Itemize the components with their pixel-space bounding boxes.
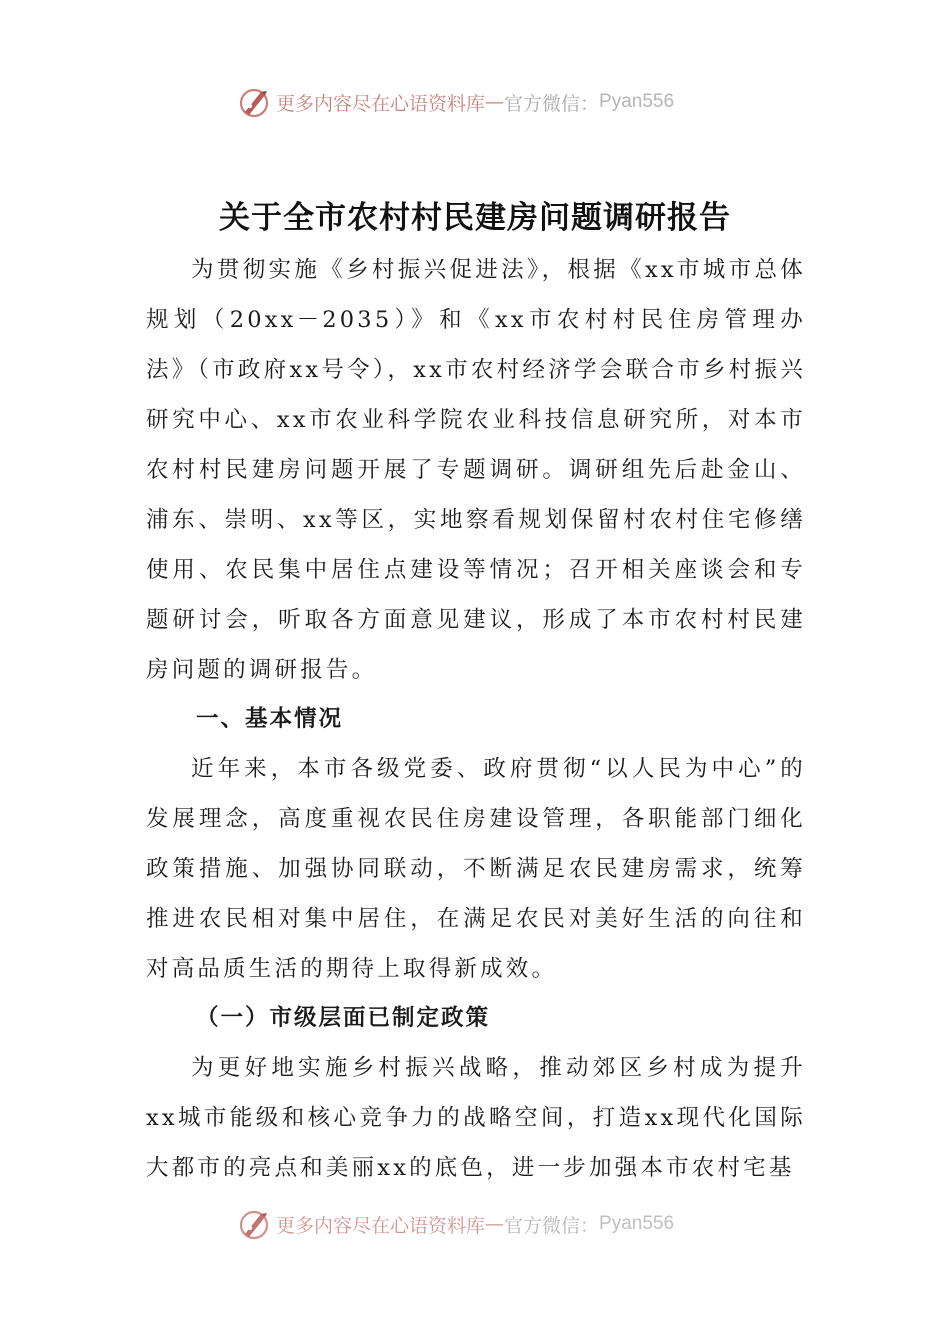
intro-paragraph: 为贯彻实施《乡村振兴促进法》，根据《xx市城市总体规划（20xx－2035）》和《xx市农村村民住房管理办法》（市政府xx号令），xx市农村经济学会联合市乡村振兴研究中心、xx市农业科学院农业科技信息研究所，对本市农村村民建房问题开展了专题调研。调研组先后赴金山、浦东、崇明、xx等区，实地察看规划保留村农村住宅修缮使用、农民集中居住点建设等情况；召开相关座谈会和专题研讨会，听取各方面意见建议，形成了本市农村村民建房问题的调研报告。 [146, 257, 806, 683]
document-title: 关于全市农村村民建房问题调研报告 [219, 200, 731, 236]
watermark-id: Pyan556 [599, 1213, 675, 1234]
subsection-heading: （一）市级层面已制定政策 [196, 1005, 491, 1031]
watermark-separator: — [485, 91, 505, 113]
section-paragraph-block [146, 744, 806, 994]
section-paragraph: 近年来，本市各级党委、政府贯彻“以人民为中心”的发展理念，高度重视农民住房建设管理，各职能部门细化政策措施、加强协同联动，不断满足农民建房需求，统筹推进农民相对集中居住，在满足农民对美好生活的向往和对高品质生活的期待上取得新成效。 [146, 756, 806, 982]
watermark-id: Pyan556 [599, 91, 675, 112]
section-heading: 一、基本情况 [196, 706, 344, 732]
watermark-main-text: 更多内容尽在心语资料库 [276, 1214, 486, 1237]
subsection-paragraph: 为更好地实施乡村振兴战略，推动郊区乡村成为提升xx城市能级和核心竞争力的战略空间，打造xx现代化国际大都市的亮点和美丽xx的底色，进一步加强本市农村宅基 [146, 1055, 806, 1181]
watermark-footer [236, 1206, 674, 1242]
watermark-header [236, 84, 674, 120]
watermark-separator: — [485, 1213, 505, 1235]
watermark-main-text: 更多内容尽在心语资料库 [276, 92, 486, 115]
watermark-label: 官方微信： [504, 1214, 600, 1237]
pen-nib-logo-icon [236, 84, 272, 120]
pen-nib-logo-icon [236, 1206, 272, 1242]
subsection-paragraph-block [146, 1043, 806, 1193]
intro-paragraph-block [146, 245, 806, 695]
watermark-label: 官方微信： [504, 92, 600, 115]
